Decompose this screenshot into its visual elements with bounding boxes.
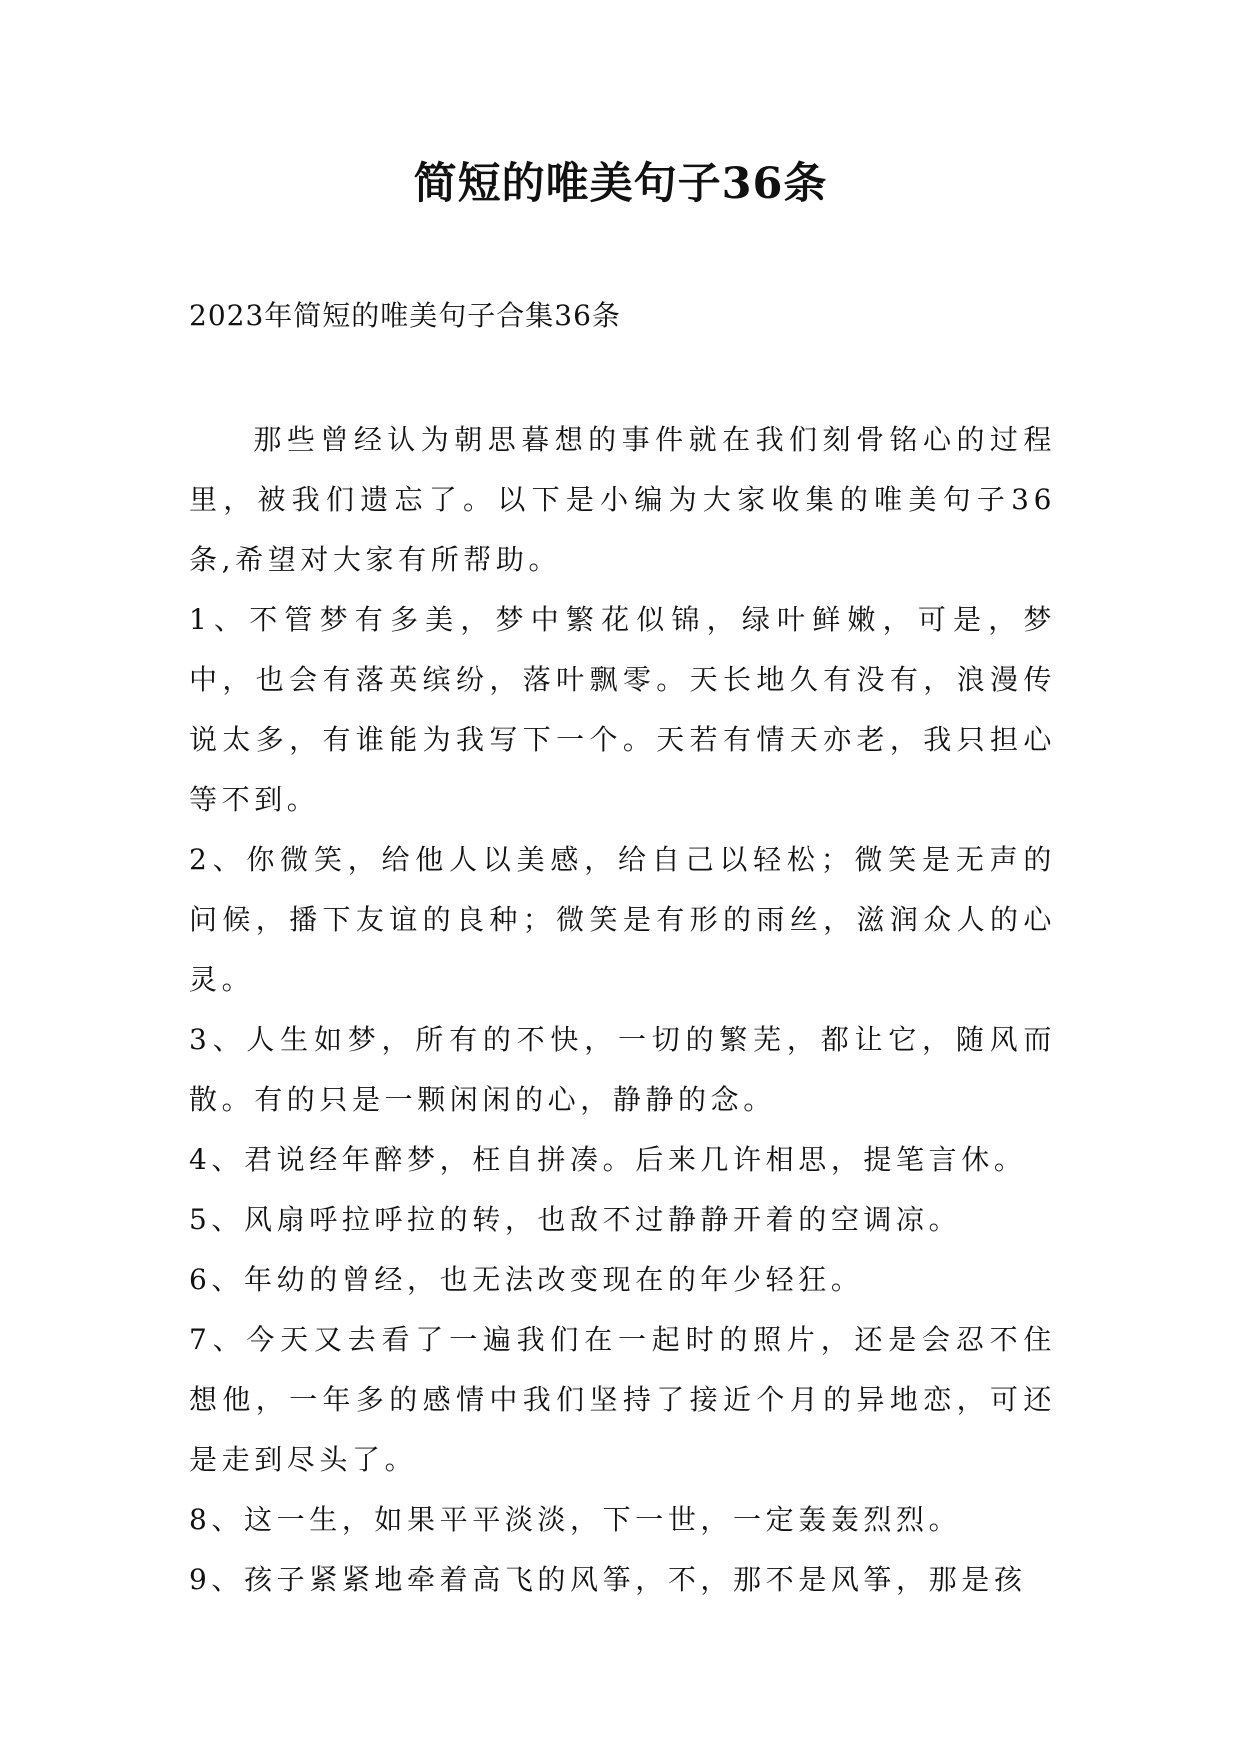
- list-item: 6、年幼的曾经，也无法改变现在的年少轻狂。: [189, 1263, 864, 1296]
- list-item: 2、你微笑，给他人以美感，给自己以轻松；微笑是无声的问候，播下友谊的良种；微笑是有形的雨丝，滋润众人的心灵。: [189, 843, 1056, 996]
- intro-paragraph: 那些曾经认为朝思暮想的事件就在我们刻骨铭心的过程里，被我们遗忘了。以下是小编为大家收集的唯美句子36条,希望对大家有所帮助。: [189, 423, 1056, 576]
- list-item: 3、人生如梦，所有的不快，一切的繁芜，都让它，随风而散。有的只是一颗闲闲的心，静静的念。: [189, 1023, 1056, 1116]
- list-item: 8、这一生，如果平平淡淡，下一世，一定轰轰烈烈。: [189, 1503, 962, 1536]
- list-item: 1、不管梦有多美，梦中繁花似锦，绿叶鲜嫩，可是，梦中，也会有落英缤纷，落叶飘零。天长地久有没有，浪漫传说太多，有谁能为我写下一个。天若有情天亦老，我只担心等不到。: [189, 603, 1056, 816]
- document-subtitle: 2023年简短的唯美句子合集36条: [189, 299, 621, 332]
- list-item: 9、孩子紧紧地牵着高飞的风筝，不，那不是风筝，那是孩: [189, 1563, 1027, 1596]
- list-item: 7、今天又去看了一遍我们在一起时的照片，还是会忍不住想他，一年多的感情中我们坚持了接近个月的异地恋，可还是走到尽头了。: [189, 1323, 1056, 1476]
- list-item: 5、风扇呼拉呼拉的转，也敌不过静静开着的空调凉。: [189, 1203, 962, 1236]
- document-title: 简短的唯美句子36条: [413, 159, 828, 209]
- document-body: [189, 410, 1056, 1610]
- list-item: 4、君说经年醉梦，枉自拼凑。后来几许相思，提笔言休。: [189, 1143, 1027, 1176]
